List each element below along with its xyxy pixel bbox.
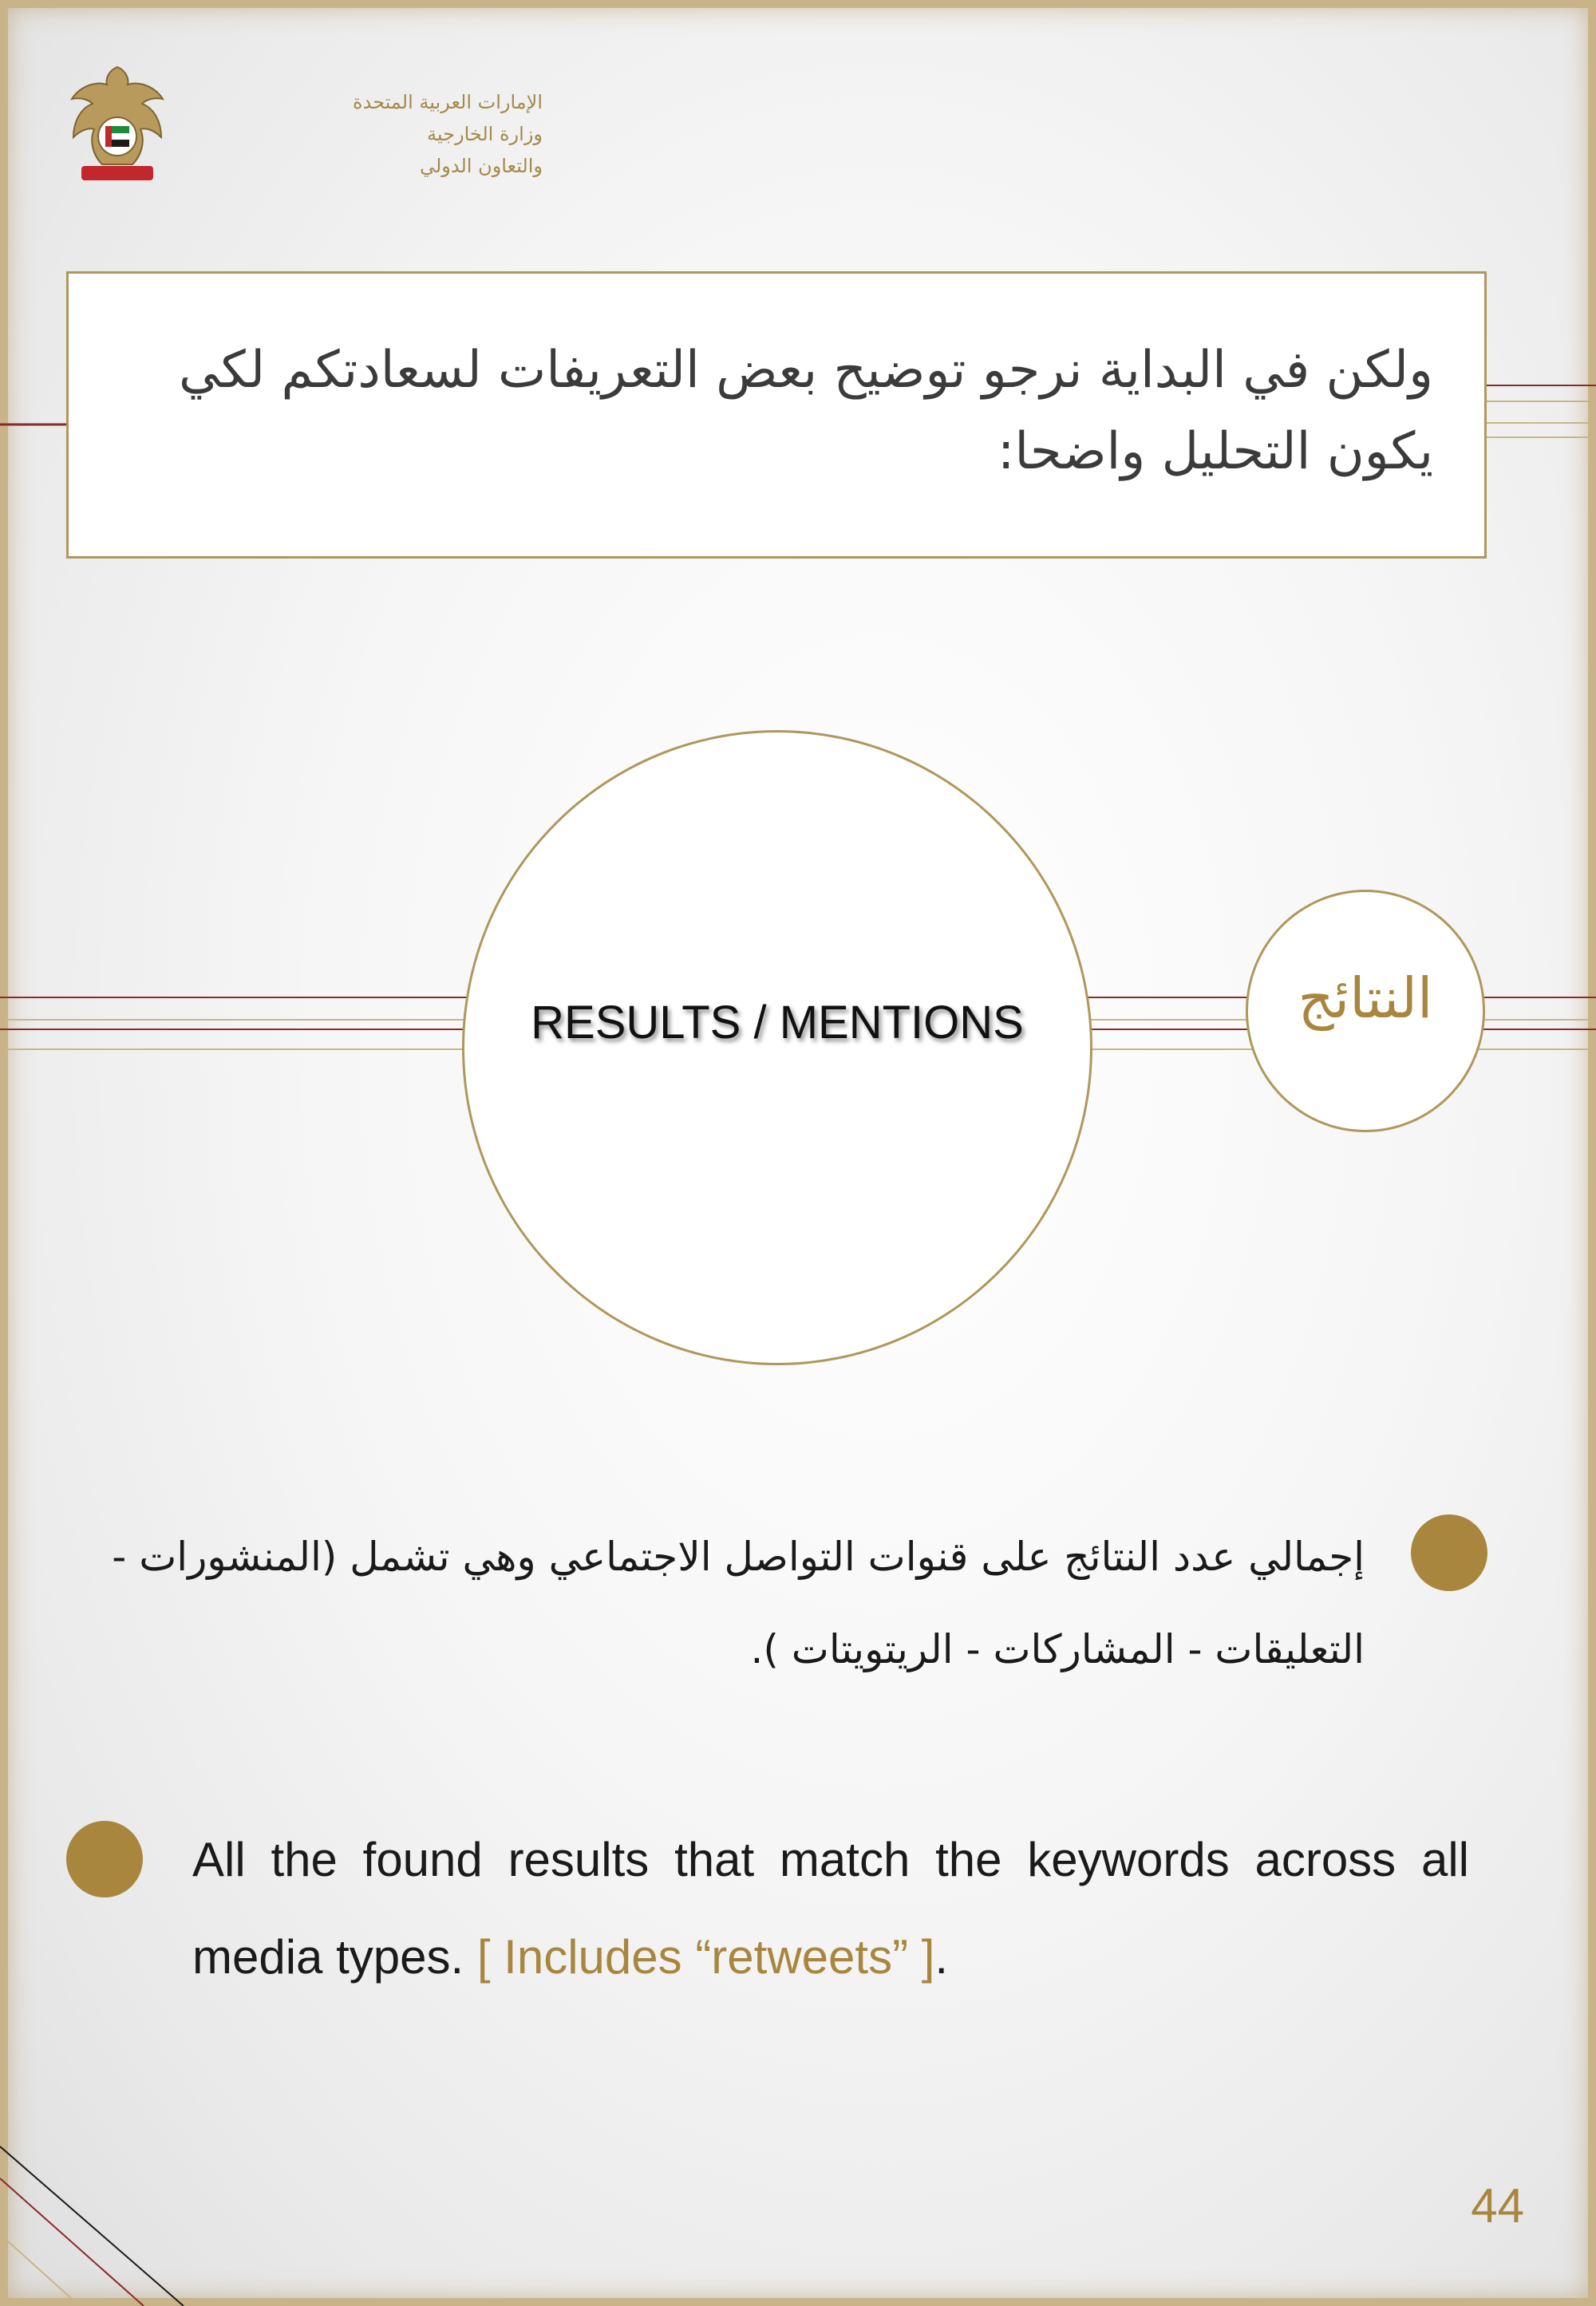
- term-english-label: RESULTS / MENTIONS: [531, 997, 1024, 1048]
- english-definition: [192, 1811, 1469, 2006]
- term-arabic-label: النتائج: [1298, 965, 1433, 1031]
- diagonal-line-3: [0, 2234, 80, 2306]
- intro-box: [66, 271, 1487, 559]
- english-definition-end: .: [934, 1930, 949, 1984]
- ministry-line-3: والتعاون الدولي: [419, 155, 543, 177]
- diagonal-line-1: [0, 2146, 184, 2306]
- ministry-name: [176, 86, 543, 182]
- ministry-line-1: الإمارات العربية المتحدة: [353, 91, 543, 113]
- bullet-english-icon: [66, 1821, 143, 1897]
- english-definition-main: All the found results that match the keywords across all media types.: [192, 1833, 1469, 1984]
- arabic-definition: إجمالي عدد النتائج على قنوات التواصل الاجتماعي وهي تشمل (المنشورات - التعليقات - المشاركات - الريتويتات ).: [112, 1534, 1365, 1672]
- english-definition-note: [ Includes “retweets” ]: [476, 1930, 935, 1984]
- diagonal-line-2: [0, 2178, 144, 2306]
- intro-text: ولكن في البداية نرجو توضيح بعض التعريفات لسعادتكم لكي يكون التحليل واضحا:: [178, 341, 1433, 481]
- page-number: 44: [1471, 2179, 1524, 2233]
- bullet-arabic-icon: [1411, 1514, 1487, 1591]
- uae-falcon-emblem-icon: [65, 61, 169, 188]
- ministry-line-2: وزارة الخارجية: [427, 123, 543, 145]
